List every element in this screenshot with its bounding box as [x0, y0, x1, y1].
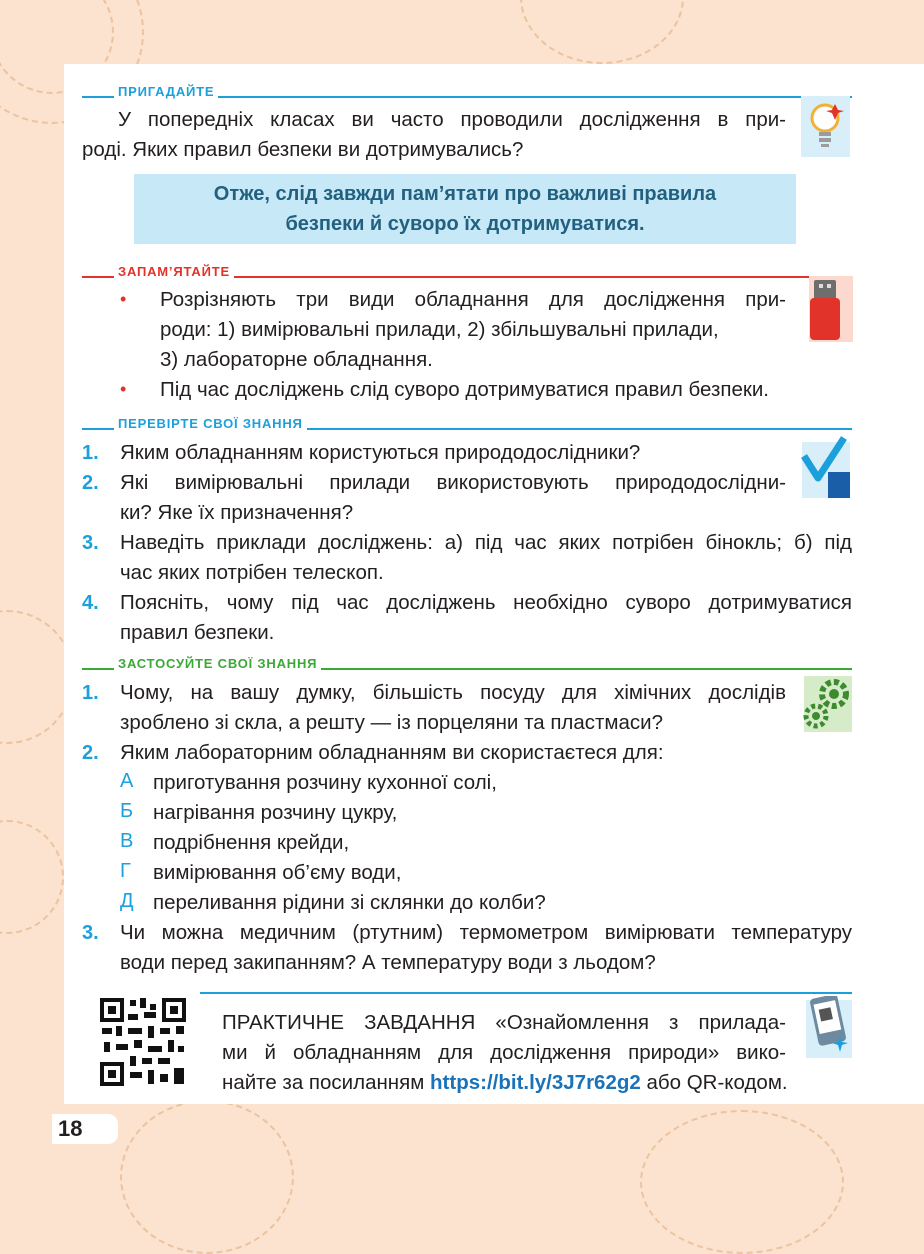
apply-item-3-line-2: води перед закипанням? А температуру води з льодом?	[120, 951, 656, 974]
remember-text-line-1: У попередніх класах ви часто проводили дослідження в при-	[118, 108, 786, 131]
practical-line-1: ПРАКТИЧНЕ ЗАВДАННЯ «Ознайомлення з прилада-	[222, 1011, 786, 1034]
practical-line-3	[222, 1068, 788, 1098]
check-section-title: ПЕРЕВІРТЕ СВОЇ ЗНАННЯ	[118, 416, 303, 431]
memorize-section-title: ЗАПАМ’ЯТАЙТЕ	[118, 264, 230, 279]
apply-item-number: 3.	[82, 922, 99, 944]
remember-text-line-2: роді. Яких правил безпеки ви дотримувались?	[82, 138, 524, 161]
lightbulb-icon	[801, 96, 850, 157]
subitem-letter: А	[120, 770, 134, 792]
subitem-text: приготування розчину кухонної солі,	[153, 771, 497, 794]
list-bullet: •	[120, 289, 127, 309]
phone-qr-icon	[800, 996, 852, 1058]
background-ornament	[520, 0, 684, 64]
memorize-section-header	[82, 262, 852, 278]
usb-drive-icon	[801, 276, 853, 342]
gears-icon	[800, 672, 852, 732]
checkmark-icon	[800, 434, 852, 500]
check-item-number: 2.	[82, 472, 99, 494]
callout-box	[134, 174, 796, 244]
check-item-number: 1.	[82, 442, 99, 464]
apply-item-3-line-1: Чи можна медичним (ртутним) термометром вимірювати температуру	[120, 921, 852, 944]
practical-line-3-start: найте за посиланням	[222, 1071, 431, 1094]
check-item-4-line-2: правил безпеки.	[120, 621, 275, 644]
subitem-text: подрібнення крейди,	[153, 831, 350, 854]
check-item-2-line-1: Які вимірювальні прилади використовують природодослідни-	[120, 471, 786, 494]
subitem-text: вимірювання об’єму води,	[153, 861, 402, 884]
apply-item-1-line-1: Чому, на вашу думку, більшість посуду для хімічних дослідів	[120, 681, 786, 704]
memorize-item-1-line-1: Розрізняють три види обладнання для дослідження при-	[160, 288, 786, 311]
subitem-text: нагрівання розчину цукру,	[153, 801, 398, 824]
list-bullet: •	[120, 379, 127, 399]
qr-code[interactable]	[98, 996, 188, 1088]
apply-section-title: ЗАСТОСУЙТЕ СВОЇ ЗНАННЯ	[118, 656, 318, 671]
apply-item-number: 2.	[82, 742, 99, 764]
subitem-letter: Б	[120, 800, 134, 822]
background-ornament	[0, 610, 74, 744]
practical-line-3-end: або QR-кодом.	[640, 1071, 788, 1094]
background-ornament	[0, 820, 64, 934]
memorize-item-2-line-1: Під час досліджень слід суворо дотримуватися правил безпеки.	[160, 378, 769, 401]
page-number: 18	[52, 1114, 118, 1144]
callout-line-2: безпеки й суворо їх дотримуватися.	[285, 213, 645, 235]
remember-section-title: ПРИГАДАЙТЕ	[118, 84, 215, 99]
callout-line-1: Отже, слід завжди пам’ятати про важливі правила	[213, 183, 717, 205]
practical-link[interactable]: https://bit.ly/3J7r62g2	[430, 1071, 641, 1094]
check-item-4-line-1: Поясніть, чому під час досліджень необхідно суворо дотримуватися	[120, 591, 852, 614]
subitem-letter: Г	[120, 860, 131, 882]
apply-item-1-line-2: зроблено зі скла, а решту — із порцеляни та пластмаси?	[120, 711, 664, 734]
check-item-number: 4.	[82, 592, 99, 614]
background-ornament	[120, 1100, 294, 1254]
apply-item-2-line-1: Яким лабораторним обладнанням ви скористаєтеся для:	[120, 741, 664, 764]
apply-section-header	[82, 654, 852, 670]
subitem-letter: В	[120, 830, 134, 852]
check-item-number: 3.	[82, 532, 99, 554]
subitem-text: переливання рідини зі склянки до колби?	[153, 891, 546, 914]
memorize-item-1-line-2: роди: 1) вимірювальні прилади, 2) збільшувальні прилади,	[160, 318, 719, 341]
check-item-1-line-1: Яким обладнанням користуються природодослідники?	[120, 441, 641, 464]
apply-item-number: 1.	[82, 682, 99, 704]
check-item-3-line-1: Наведіть приклади досліджень: а) під час яких потрібен бінокль; б) під	[120, 531, 852, 554]
background-ornament	[640, 1110, 844, 1254]
check-section-header	[82, 414, 852, 430]
check-item-3-line-2: час яких потрібен телескоп.	[120, 561, 384, 584]
check-item-2-line-2: ки? Яке їх призначення?	[120, 501, 354, 524]
remember-section-header	[82, 82, 852, 98]
memorize-item-1-line-3: 3) лабораторне обладнання.	[160, 348, 433, 371]
subitem-letter: Д	[120, 890, 134, 912]
practical-divider	[200, 992, 852, 994]
practical-line-2: ми й обладнанням для дослідження природи» вико-	[222, 1041, 786, 1064]
